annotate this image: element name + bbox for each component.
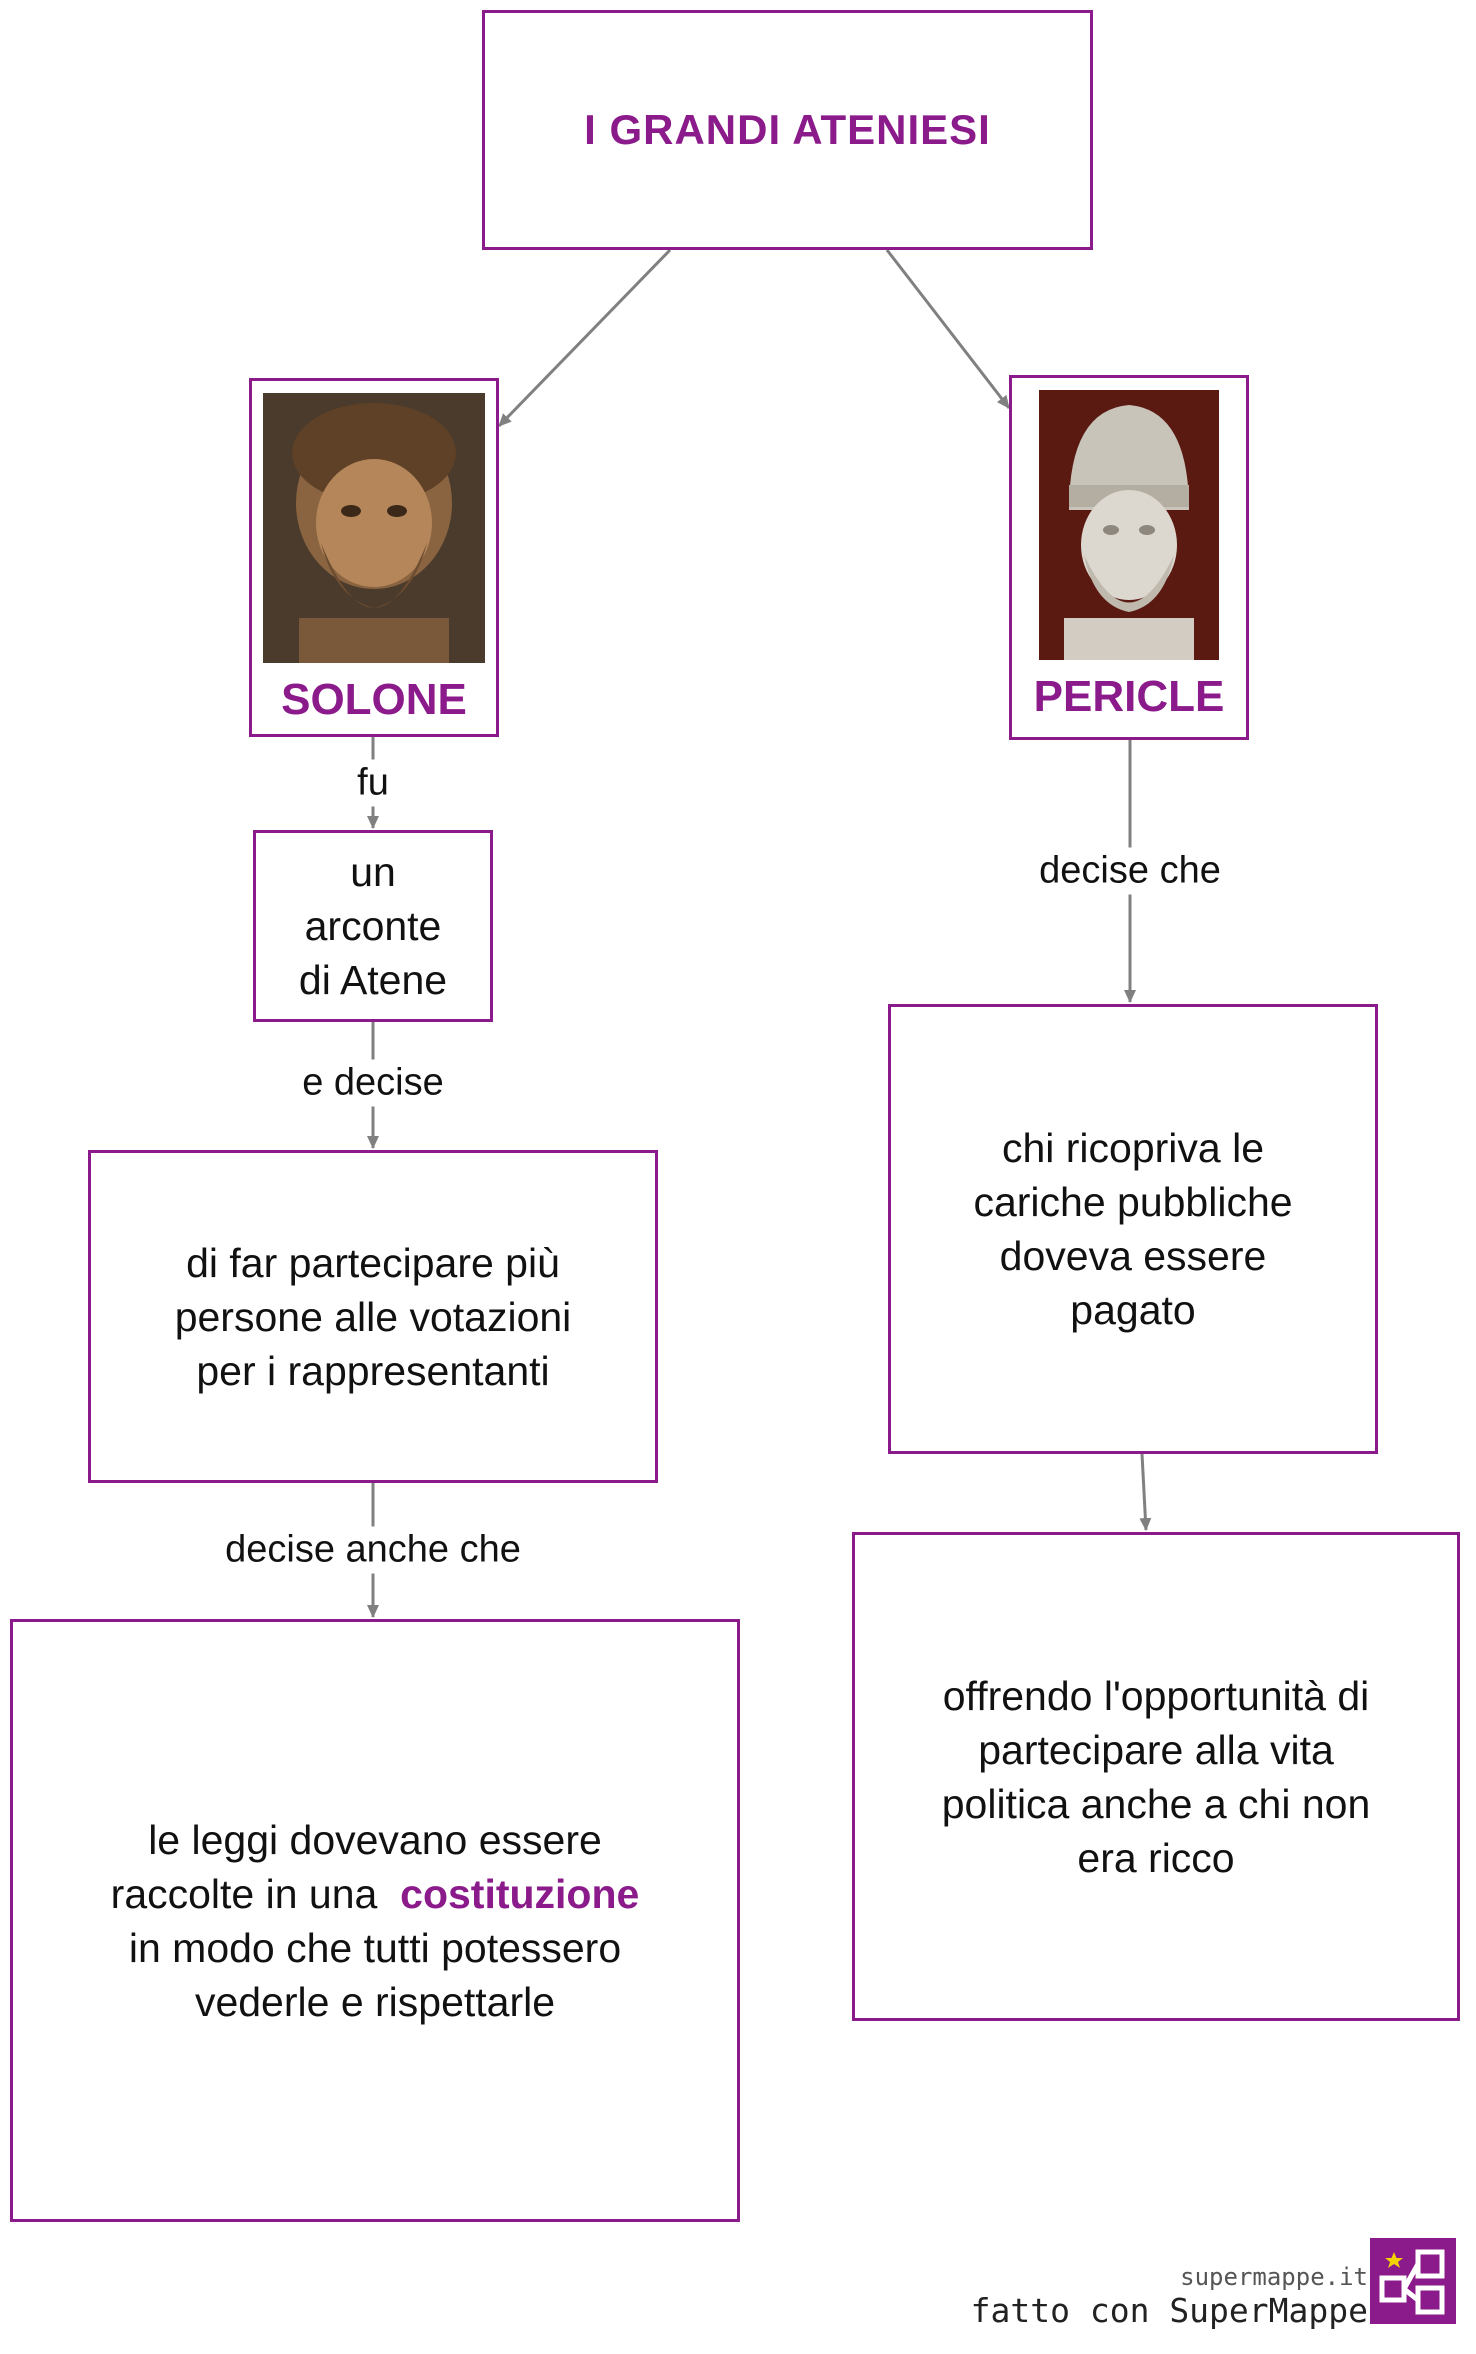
cariche-node (888, 1004, 1378, 1454)
votazioni-node (88, 1150, 658, 1483)
arconte-node (253, 830, 493, 1022)
arconte-line: arconte (304, 903, 442, 949)
solone-name: SOLONE (281, 675, 467, 724)
edge-label-decise-anche-che: decise anche che (221, 1527, 525, 1574)
costituzione-line (111, 1867, 640, 1921)
cariche-line: pagato (1070, 1287, 1196, 1333)
opportunita-line: partecipare alla vita (978, 1726, 1334, 1773)
opportunita-line: politica anche a chi non (941, 1780, 1371, 1827)
footer-made-with: fatto con SuperMappe (970, 2291, 1368, 2330)
votazioni-line: persone alle votazioni (174, 1293, 572, 1340)
cariche-line: cariche pubbliche (973, 1179, 1293, 1225)
edge-label-e-decise: e decise (298, 1060, 448, 1107)
connector-cariche-opportunita (1142, 1454, 1146, 1530)
arconte-line: di Atene (298, 957, 448, 1003)
cariche-line: chi ricopriva le (1001, 1125, 1265, 1171)
pericle-node (1009, 375, 1249, 740)
edge-label-decise-che: decise che (1035, 848, 1225, 895)
costituzione-line-text: raccolte in una (110, 1870, 378, 1917)
supermappe-logo-icon (1370, 2238, 1456, 2324)
opportunita-line: offrendo l'opportunità di (942, 1672, 1370, 1719)
votazioni-line: di far partecipare più (186, 1239, 560, 1286)
edge-label-fu: fu (353, 760, 393, 807)
connector-title-solone (499, 250, 670, 426)
solone-node (249, 378, 499, 737)
costituzione-line: in modo che tutti potessero (128, 1924, 622, 1971)
footer-site: supermappe.it (1180, 2263, 1368, 2291)
solone-portrait-icon (263, 393, 485, 663)
votazioni-line: per i rappresentanti (196, 1347, 550, 1394)
cariche-line: doveva essere (999, 1233, 1267, 1279)
page-title: I GRANDI ATENIESI (584, 106, 991, 153)
costituzione-keyword: costituzione (400, 1870, 640, 1917)
title-node (482, 10, 1093, 250)
costituzione-line: le leggi dovevano essere (148, 1816, 602, 1863)
costituzione-line: vederle e rispettarle (194, 1978, 556, 2025)
opportunita-node (852, 1532, 1460, 2021)
pericle-portrait-icon (1039, 390, 1219, 660)
opportunita-line: era ricco (1077, 1834, 1235, 1881)
costituzione-node (10, 1619, 740, 2222)
pericle-name: PERICLE (1033, 672, 1225, 721)
footer (971, 2263, 1368, 2330)
connector-title-pericle (887, 250, 1009, 408)
arconte-line: un (350, 849, 396, 895)
